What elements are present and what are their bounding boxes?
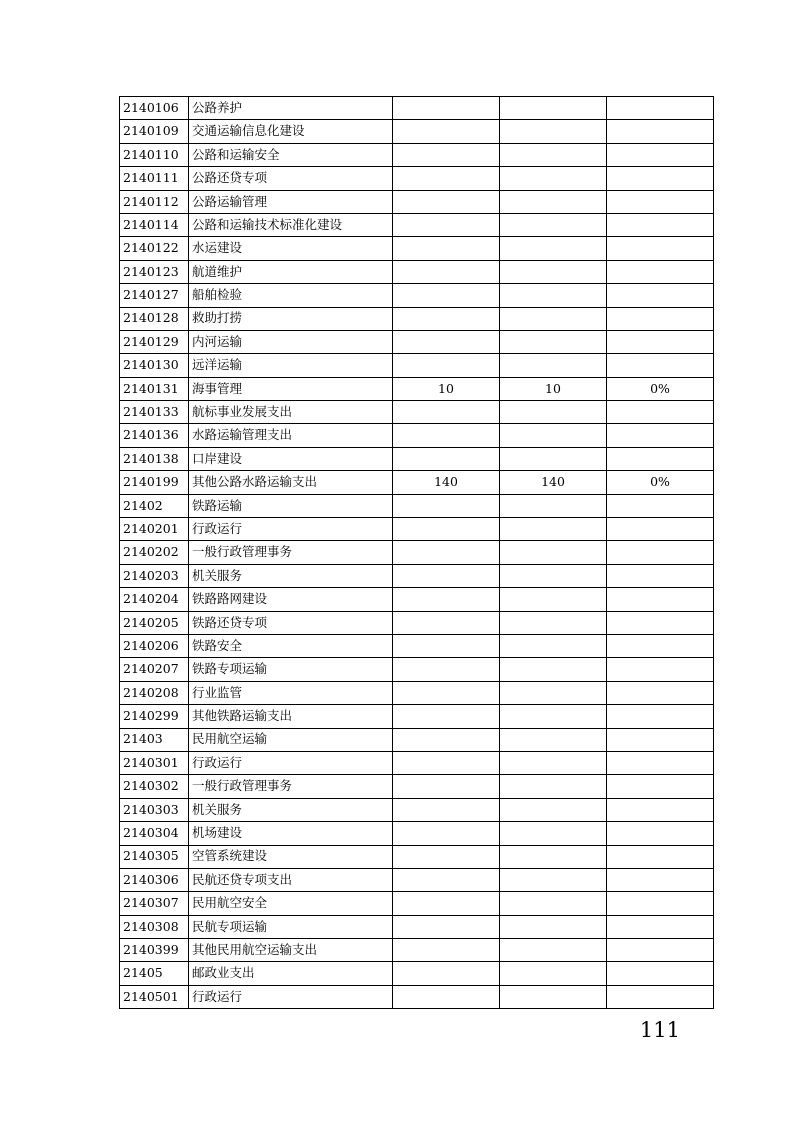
change-percent-cell: [607, 307, 714, 330]
account-name-cell: 其他民用航空运输支出: [189, 939, 393, 962]
amount-cell-2: 10: [500, 377, 607, 400]
account-name-cell: 水路运输管理支出: [189, 424, 393, 447]
account-code-cell: 21402: [120, 494, 189, 517]
amount-cell-1: [393, 822, 500, 845]
account-code-cell: 2140199: [120, 471, 189, 494]
amount-cell-1: [393, 962, 500, 985]
account-name-cell: 民用航空安全: [189, 892, 393, 915]
change-percent-cell: [607, 143, 714, 166]
table-row: [120, 798, 714, 821]
table-row: [120, 962, 714, 985]
account-code-cell: 2140127: [120, 284, 189, 307]
account-name-cell: 机关服务: [189, 564, 393, 587]
amount-cell-1: [393, 892, 500, 915]
account-name-cell: 民航还贷专项支出: [189, 868, 393, 891]
amount-cell-2: [500, 494, 607, 517]
table-row: [120, 868, 714, 891]
account-code-cell: 2140201: [120, 518, 189, 541]
change-percent-cell: [607, 167, 714, 190]
amount-cell-2: [500, 892, 607, 915]
account-name-cell: 其他铁路运输支出: [189, 705, 393, 728]
amount-cell-2: 140: [500, 471, 607, 494]
change-percent-cell: [607, 120, 714, 143]
amount-cell-1: [393, 658, 500, 681]
account-code-cell: 2140304: [120, 822, 189, 845]
table-row: [120, 634, 714, 657]
change-percent-cell: [607, 775, 714, 798]
change-percent-cell: [607, 962, 714, 985]
table-row: [120, 588, 714, 611]
change-percent-cell: 0%: [607, 377, 714, 400]
table-row: [120, 330, 714, 353]
amount-cell-1: [393, 120, 500, 143]
amount-cell-2: [500, 611, 607, 634]
table-row: [120, 447, 714, 470]
table-row: [120, 915, 714, 938]
account-name-cell: 铁路专项运输: [189, 658, 393, 681]
account-name-cell: 邮政业支出: [189, 962, 393, 985]
account-code-cell: 2140109: [120, 120, 189, 143]
amount-cell-1: [393, 190, 500, 213]
amount-cell-2: [500, 588, 607, 611]
table-row: [120, 775, 714, 798]
change-percent-cell: [607, 681, 714, 704]
amount-cell-2: [500, 424, 607, 447]
table-row: [120, 541, 714, 564]
account-code-cell: 2140128: [120, 307, 189, 330]
account-code-cell: 2140305: [120, 845, 189, 868]
table-row: [120, 424, 714, 447]
amount-cell-2: [500, 260, 607, 283]
table-row: [120, 354, 714, 377]
account-code-cell: 2140129: [120, 330, 189, 353]
amount-cell-1: [393, 237, 500, 260]
amount-cell-2: [500, 845, 607, 868]
change-percent-cell: [607, 447, 714, 470]
table-row: [120, 728, 714, 751]
account-code-cell: 2140133: [120, 401, 189, 424]
change-percent-cell: [607, 588, 714, 611]
amount-cell-1: [393, 260, 500, 283]
account-code-cell: 2140130: [120, 354, 189, 377]
account-code-cell: 2140303: [120, 798, 189, 821]
amount-cell-1: [393, 167, 500, 190]
table-row: [120, 377, 714, 400]
account-code-cell: 2140205: [120, 611, 189, 634]
amount-cell-2: [500, 915, 607, 938]
change-percent-cell: [607, 798, 714, 821]
account-name-cell: 行政运行: [189, 751, 393, 774]
amount-cell-2: [500, 962, 607, 985]
change-percent-cell: [607, 237, 714, 260]
amount-cell-1: [393, 494, 500, 517]
amount-cell-1: [393, 424, 500, 447]
account-name-cell: 救助打捞: [189, 307, 393, 330]
account-code-cell: 21405: [120, 962, 189, 985]
change-percent-cell: [607, 611, 714, 634]
account-name-cell: 公路养护: [189, 97, 393, 120]
account-code-cell: 2140306: [120, 868, 189, 891]
change-percent-cell: [607, 424, 714, 447]
table-row: [120, 494, 714, 517]
amount-cell-1: 10: [393, 377, 500, 400]
table-row: [120, 681, 714, 704]
change-percent-cell: [607, 705, 714, 728]
amount-cell-2: [500, 120, 607, 143]
account-name-cell: 一般行政管理事务: [189, 541, 393, 564]
change-percent-cell: 0%: [607, 471, 714, 494]
amount-cell-1: [393, 728, 500, 751]
account-name-cell: 一般行政管理事务: [189, 775, 393, 798]
account-code-cell: 2140122: [120, 237, 189, 260]
account-code-cell: 2140202: [120, 541, 189, 564]
account-name-cell: 海事管理: [189, 377, 393, 400]
amount-cell-1: 140: [393, 471, 500, 494]
amount-cell-2: [500, 190, 607, 213]
amount-cell-2: [500, 564, 607, 587]
change-percent-cell: [607, 822, 714, 845]
amount-cell-1: [393, 518, 500, 541]
account-code-cell: 2140131: [120, 377, 189, 400]
amount-cell-1: [393, 143, 500, 166]
table-row: [120, 939, 714, 962]
change-percent-cell: [607, 354, 714, 377]
table-row: [120, 985, 714, 1008]
change-percent-cell: [607, 541, 714, 564]
amount-cell-2: [500, 728, 607, 751]
change-percent-cell: [607, 260, 714, 283]
amount-cell-1: [393, 588, 500, 611]
budget-table-body: [120, 97, 714, 1009]
amount-cell-1: [393, 330, 500, 353]
amount-cell-1: [393, 798, 500, 821]
account-name-cell: 民用航空运输: [189, 728, 393, 751]
account-name-cell: 其他公路水路运输支出: [189, 471, 393, 494]
account-name-cell: 铁路运输: [189, 494, 393, 517]
amount-cell-1: [393, 705, 500, 728]
change-percent-cell: [607, 892, 714, 915]
change-percent-cell: [607, 190, 714, 213]
change-percent-cell: [607, 915, 714, 938]
amount-cell-1: [393, 634, 500, 657]
change-percent-cell: [607, 985, 714, 1008]
account-code-cell: 2140136: [120, 424, 189, 447]
account-code-cell: 2140203: [120, 564, 189, 587]
amount-cell-2: [500, 97, 607, 120]
account-name-cell: 口岸建设: [189, 447, 393, 470]
change-percent-cell: [607, 518, 714, 541]
change-percent-cell: [607, 845, 714, 868]
table-row: [120, 307, 714, 330]
amount-cell-2: [500, 751, 607, 774]
amount-cell-1: [393, 447, 500, 470]
account-code-cell: 2140307: [120, 892, 189, 915]
account-name-cell: 水运建设: [189, 237, 393, 260]
amount-cell-1: [393, 213, 500, 236]
account-name-cell: 公路和运输安全: [189, 143, 393, 166]
table-row: [120, 751, 714, 774]
account-code-cell: 2140111: [120, 167, 189, 190]
amount-cell-2: [500, 330, 607, 353]
table-row: [120, 237, 714, 260]
amount-cell-2: [500, 237, 607, 260]
amount-cell-1: [393, 939, 500, 962]
amount-cell-2: [500, 775, 607, 798]
amount-cell-2: [500, 307, 607, 330]
account-name-cell: 行政运行: [189, 985, 393, 1008]
amount-cell-2: [500, 798, 607, 821]
account-name-cell: 远洋运输: [189, 354, 393, 377]
table-row: [120, 822, 714, 845]
table-row: [120, 143, 714, 166]
account-name-cell: 内河运输: [189, 330, 393, 353]
table-row: [120, 892, 714, 915]
amount-cell-2: [500, 284, 607, 307]
account-name-cell: 航标事业发展支出: [189, 401, 393, 424]
account-name-cell: 行政运行: [189, 518, 393, 541]
account-name-cell: 铁路还贷专项: [189, 611, 393, 634]
table-row: [120, 705, 714, 728]
change-percent-cell: [607, 751, 714, 774]
account-code-cell: 2140208: [120, 681, 189, 704]
account-name-cell: 铁路安全: [189, 634, 393, 657]
table-row: [120, 845, 714, 868]
amount-cell-2: [500, 143, 607, 166]
account-code-cell: 2140114: [120, 213, 189, 236]
amount-cell-1: [393, 681, 500, 704]
account-code-cell: 2140112: [120, 190, 189, 213]
budget-table: [119, 96, 714, 1009]
change-percent-cell: [607, 564, 714, 587]
table-row: [120, 284, 714, 307]
table-row: [120, 564, 714, 587]
amount-cell-2: [500, 401, 607, 424]
amount-cell-1: [393, 915, 500, 938]
amount-cell-2: [500, 681, 607, 704]
account-code-cell: 2140399: [120, 939, 189, 962]
change-percent-cell: [607, 330, 714, 353]
amount-cell-2: [500, 518, 607, 541]
account-code-cell: 2140501: [120, 985, 189, 1008]
amount-cell-1: [393, 97, 500, 120]
account-code-cell: 21403: [120, 728, 189, 751]
account-name-cell: 公路还贷专项: [189, 167, 393, 190]
account-code-cell: 2140299: [120, 705, 189, 728]
amount-cell-1: [393, 284, 500, 307]
change-percent-cell: [607, 939, 714, 962]
amount-cell-2: [500, 939, 607, 962]
account-code-cell: 2140302: [120, 775, 189, 798]
account-code-cell: 2140123: [120, 260, 189, 283]
amount-cell-2: [500, 541, 607, 564]
account-name-cell: 空管系统建设: [189, 845, 393, 868]
amount-cell-1: [393, 868, 500, 891]
account-name-cell: 行业监管: [189, 681, 393, 704]
change-percent-cell: [607, 634, 714, 657]
amount-cell-1: [393, 354, 500, 377]
table-row: [120, 471, 714, 494]
amount-cell-1: [393, 751, 500, 774]
table-row: [120, 611, 714, 634]
account-name-cell: 公路和运输技术标准化建设: [189, 213, 393, 236]
amount-cell-2: [500, 634, 607, 657]
account-name-cell: 公路运输管理: [189, 190, 393, 213]
table-row: [120, 518, 714, 541]
amount-cell-1: [393, 845, 500, 868]
amount-cell-2: [500, 354, 607, 377]
account-code-cell: 2140308: [120, 915, 189, 938]
table-row: [120, 658, 714, 681]
account-code-cell: 2140110: [120, 143, 189, 166]
amount-cell-1: [393, 541, 500, 564]
change-percent-cell: [607, 494, 714, 517]
account-code-cell: 2140106: [120, 97, 189, 120]
amount-cell-1: [393, 775, 500, 798]
amount-cell-2: [500, 167, 607, 190]
page-number: 111: [639, 1018, 680, 1042]
table-row: [120, 260, 714, 283]
amount-cell-2: [500, 985, 607, 1008]
change-percent-cell: [607, 658, 714, 681]
amount-cell-1: [393, 611, 500, 634]
change-percent-cell: [607, 213, 714, 236]
account-code-cell: 2140301: [120, 751, 189, 774]
change-percent-cell: [607, 97, 714, 120]
change-percent-cell: [607, 728, 714, 751]
amount-cell-2: [500, 213, 607, 236]
amount-cell-2: [500, 447, 607, 470]
table-row: [120, 213, 714, 236]
amount-cell-2: [500, 822, 607, 845]
amount-cell-2: [500, 705, 607, 728]
table-row: [120, 120, 714, 143]
account-code-cell: 2140207: [120, 658, 189, 681]
table-row: [120, 167, 714, 190]
amount-cell-1: [393, 307, 500, 330]
change-percent-cell: [607, 401, 714, 424]
account-code-cell: 2140206: [120, 634, 189, 657]
amount-cell-1: [393, 985, 500, 1008]
change-percent-cell: [607, 868, 714, 891]
account-name-cell: 铁路路网建设: [189, 588, 393, 611]
account-name-cell: 交通运输信息化建设: [189, 120, 393, 143]
account-name-cell: 航道维护: [189, 260, 393, 283]
account-code-cell: 2140204: [120, 588, 189, 611]
account-name-cell: 民航专项运输: [189, 915, 393, 938]
table-row: [120, 401, 714, 424]
table-row: [120, 190, 714, 213]
account-name-cell: 机关服务: [189, 798, 393, 821]
amount-cell-2: [500, 868, 607, 891]
amount-cell-1: [393, 564, 500, 587]
amount-cell-1: [393, 401, 500, 424]
account-name-cell: 船舶检验: [189, 284, 393, 307]
account-name-cell: 机场建设: [189, 822, 393, 845]
account-code-cell: 2140138: [120, 447, 189, 470]
change-percent-cell: [607, 284, 714, 307]
amount-cell-2: [500, 658, 607, 681]
table-row: [120, 97, 714, 120]
